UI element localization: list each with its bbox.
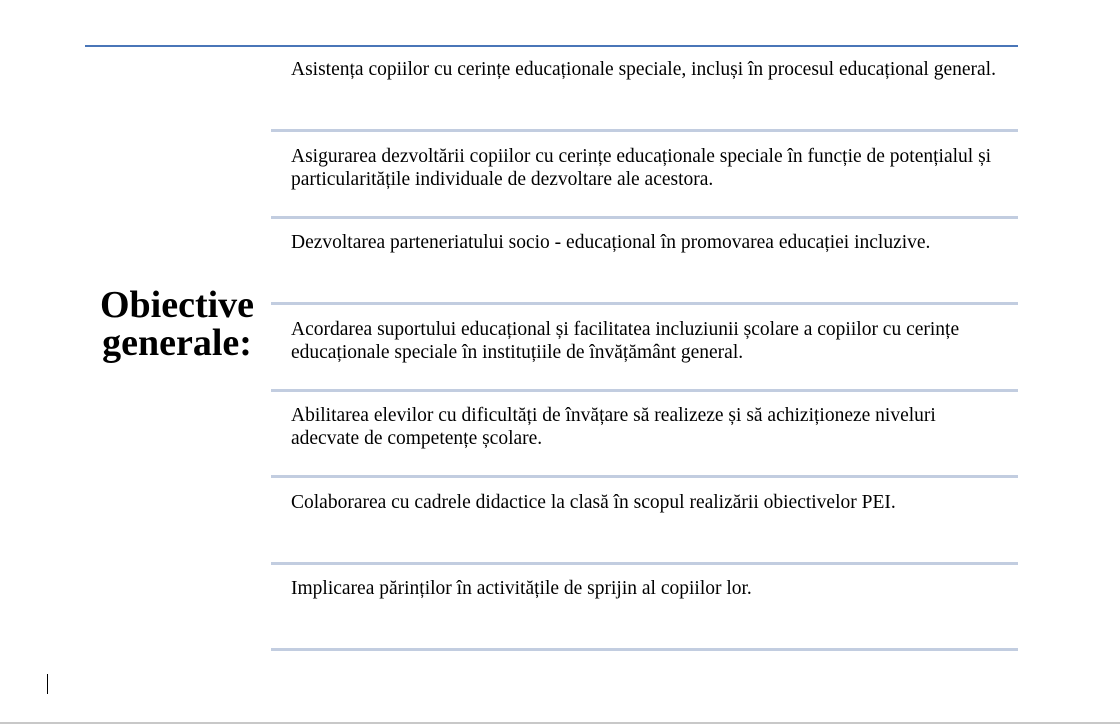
row-divider [271, 648, 1018, 651]
objective-item [271, 48, 1018, 132]
objective-text: Colaborarea cu cadrele didactice la clasă în scopul realizării obiectivelor PEI. [291, 492, 896, 513]
objective-text: Implicarea părinților în activitățile de sprijin al copiilor lor. [291, 578, 752, 599]
objective-item [271, 394, 1018, 478]
row-divider [271, 475, 1018, 478]
objective-text: Dezvoltarea parteneriatului socio - educațional în promovarea educației incluzive. [291, 232, 931, 253]
row-divider [271, 389, 1018, 392]
row-divider [271, 302, 1018, 305]
objective-text: Acordarea suportului educațional și facilitatea incluziunii școlare a copiilor cu cerințe educaționale speciale în instituțiile de învățământ general. [291, 319, 960, 363]
text-cursor[interactable] [47, 674, 48, 694]
row-divider [271, 129, 1018, 132]
objective-item [271, 308, 1018, 392]
objective-item [271, 481, 1018, 565]
objective-item [271, 567, 1018, 651]
objective-text: Abilitarea elevilor cu dificultăți de învățare să realizeze și să achiziționeze niveluri adecvate de competențe școlare. [291, 405, 936, 449]
objective-item [271, 135, 1018, 219]
objective-text: Asigurarea dezvoltării copiilor cu cerințe educaționale speciale în funcție de potențialul și particularitățile individuale de dezvoltare ale acestora. [291, 146, 992, 190]
row-divider [271, 216, 1018, 219]
objective-text: Asistența copiilor cu cerințe educaționale speciale, incluși în procesul educațional general. [291, 59, 996, 80]
objective-item [271, 221, 1018, 305]
top-divider [85, 45, 1018, 47]
section-title: Obiective generale: [99, 284, 255, 364]
row-divider [271, 562, 1018, 565]
